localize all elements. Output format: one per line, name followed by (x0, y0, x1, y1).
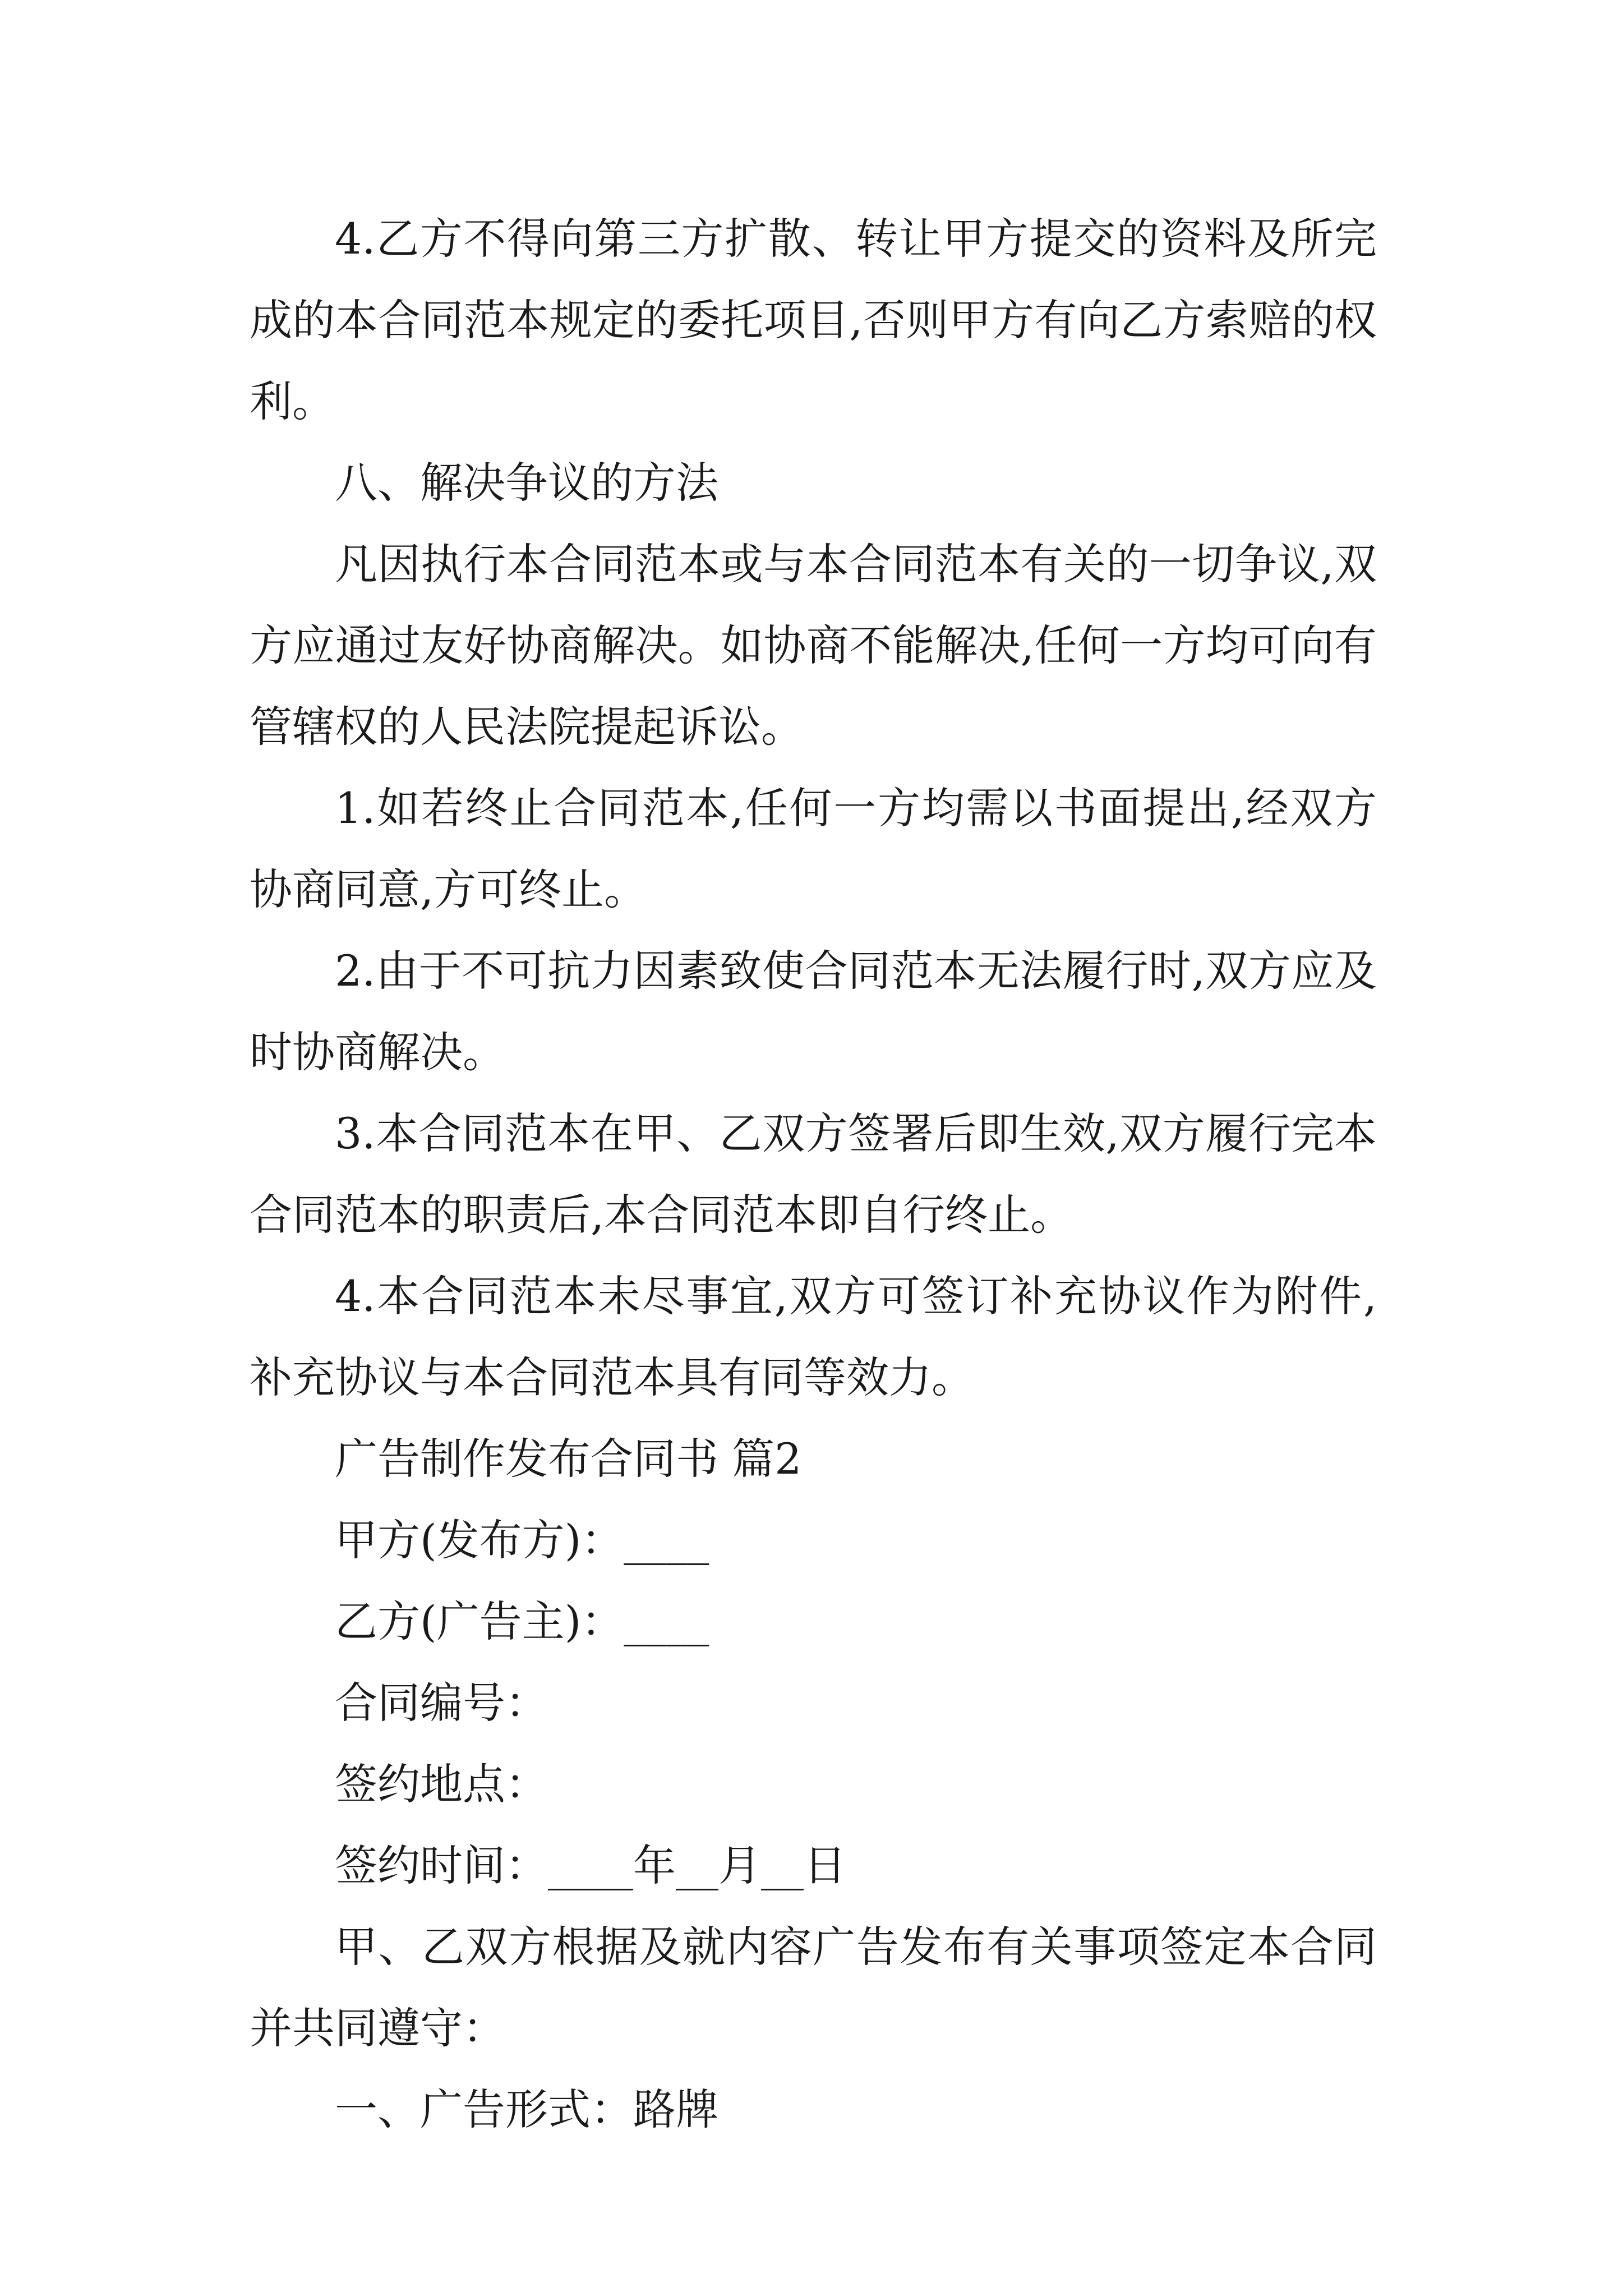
document-body (250, 198, 1377, 2150)
section-heading-dispute-resolution: 八、解决争议的方法 (335, 458, 718, 508)
paragraph-clause-4-supplementary: 4.本合同范本未尽事宜,双方可签订补充协议作为附件,补充协议与本合同范本具有同等效力。 (250, 1271, 1377, 1402)
paragraph-clause-1-termination: 1.如若终止合同范本,任何一方均需以书面提出,经双方协商同意,方可终止。 (250, 783, 1377, 914)
paragraph-clause-4-confidentiality: 4.乙方不得向第三方扩散、转让甲方提交的资料及所完成的本合同范本规定的委托项目,否则甲方有向乙方索赔的权利。 (250, 214, 1377, 426)
paragraph-clause-3-effective: 3.本合同范本在甲、乙双方签署后即生效,双方履行完本合同范本的职责后,本合同范本即自行终止。 (250, 1108, 1377, 1240)
signing-date-line: 签约时间：____年__月__日 (335, 1841, 846, 1890)
party-b-line: 乙方(广告主)：____ (335, 1596, 709, 1646)
section-ad-form: 一、广告形式：路牌 (335, 2085, 718, 2134)
signing-place-line: 签约地点： (335, 1759, 548, 1809)
paragraph-dispute-negotiation: 凡因执行本合同范本或与本合同范本有关的一切争议,双方应通过友好协商解决。如协商不能解决,任何一方均可向有管辖权的人民法院提起诉讼。 (250, 539, 1377, 752)
contract-number-line: 合同编号： (335, 1678, 548, 1728)
contract-title-part-2: 广告制作发布合同书 篇2 (335, 1434, 802, 1484)
paragraph-clause-2-force-majeure: 2.由于不可抗力因素致使合同范本无法履行时,双方应及时协商解决。 (250, 946, 1377, 1077)
party-a-line: 甲方(发布方)：____ (335, 1515, 709, 1565)
paragraph-agreement-intro: 甲、乙双方根据及就内容广告发布有关事项签定本合同并共同遵守： (250, 1922, 1377, 2053)
